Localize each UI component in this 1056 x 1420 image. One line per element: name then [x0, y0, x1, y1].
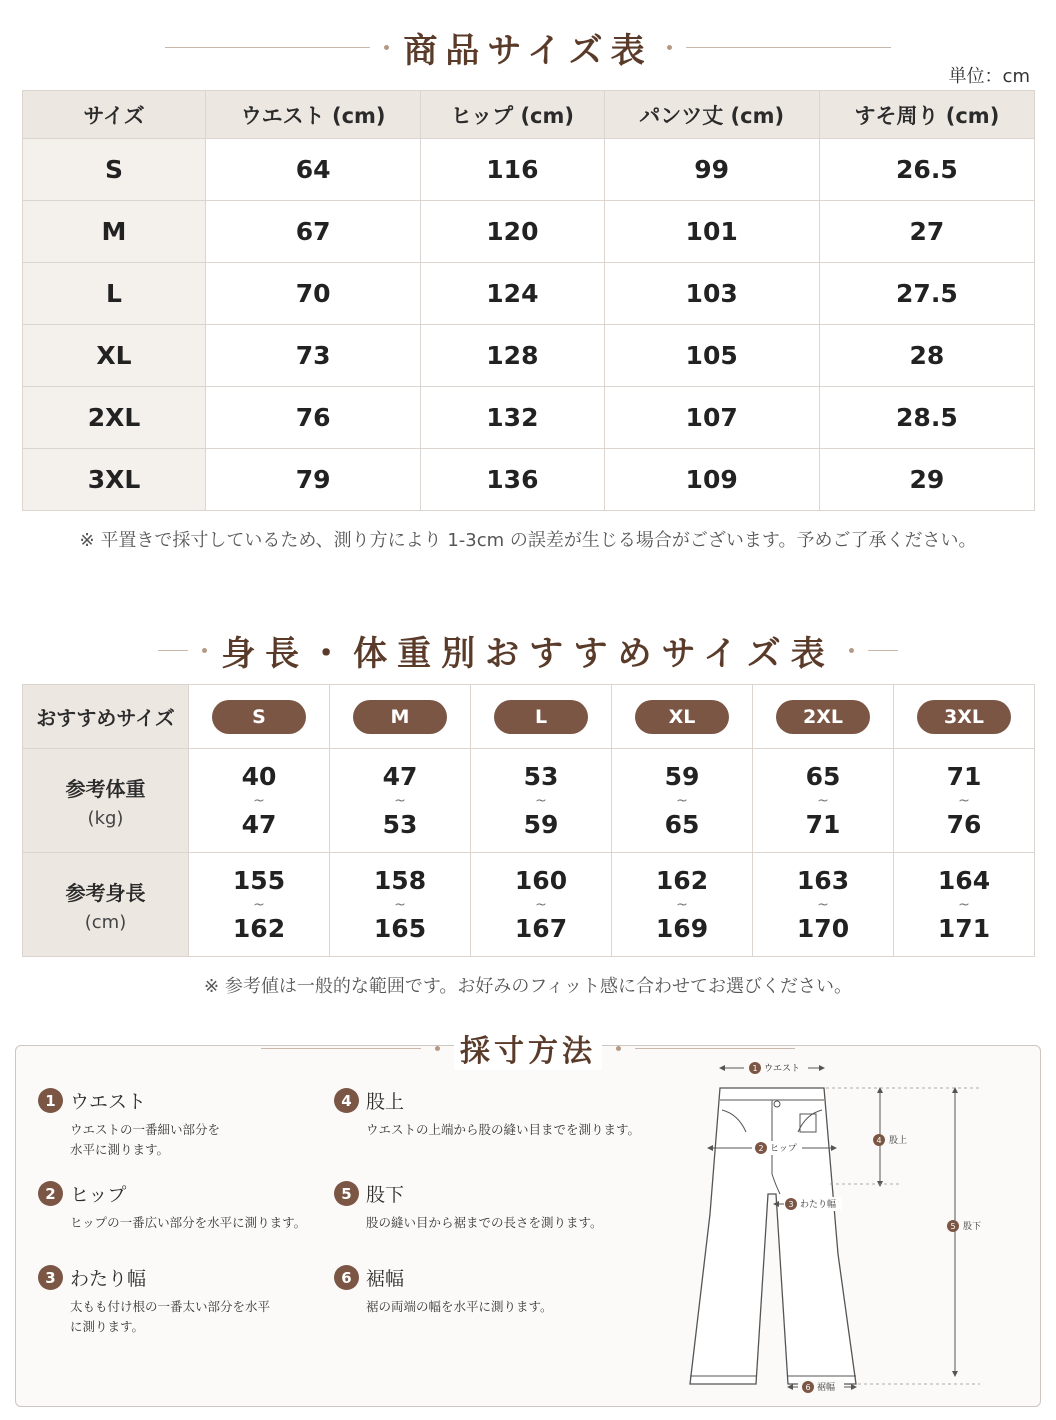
table-cell: 124 [421, 263, 604, 325]
measure-title: 採寸方法 [454, 1026, 602, 1070]
range-tilde: ~ [817, 792, 829, 809]
recommend-title-row [0, 624, 1056, 676]
measure-item-title: 裾幅 [366, 1268, 405, 1290]
table-cell [612, 749, 753, 853]
table-cell [471, 685, 612, 749]
label-num-5: 5 [950, 1222, 956, 1231]
title-dot [384, 45, 389, 50]
title-dot [849, 648, 854, 653]
table-cell: 26.5 [819, 139, 1034, 201]
pants-outline [690, 1088, 856, 1384]
measure-item-desc: 股の縫い目から裾までの長さを測ります。 [366, 1215, 603, 1230]
size-cell: S [23, 139, 206, 201]
unit-note: 単位：cm [948, 66, 1030, 87]
measure-item-desc: 裾の両端の幅を水平に測ります。 [366, 1299, 553, 1314]
label-num-2: 2 [758, 1144, 764, 1153]
size-badge: M [353, 700, 447, 734]
range-max: 71 [805, 809, 841, 839]
number-badge: 4 [334, 1088, 359, 1113]
column-header: パンツ丈 (cm) [604, 91, 819, 139]
inseam-label: 股下 [963, 1222, 982, 1232]
table-cell: 116 [421, 139, 604, 201]
number-badge: 6 [334, 1265, 359, 1290]
recommend-table [22, 684, 1035, 957]
size-badge: 2XL [776, 700, 870, 734]
range-min: 164 [937, 865, 991, 895]
range-tilde: ~ [676, 896, 688, 913]
number-badge: 1 [38, 1088, 63, 1113]
table-cell [894, 853, 1035, 957]
hip-label: ヒップ [770, 1144, 797, 1154]
table-cell [753, 749, 894, 853]
table-cell: 67 [206, 201, 421, 263]
range-min: 40 [241, 761, 277, 791]
table-cell [189, 685, 330, 749]
range-min: 160 [514, 865, 568, 895]
column-header: サイズ [23, 91, 206, 139]
table-cell: 76 [206, 387, 421, 449]
title-divider [165, 47, 370, 48]
range-max: 59 [523, 809, 559, 839]
table-cell [612, 685, 753, 749]
range-min: 158 [373, 865, 427, 895]
range-max: 171 [937, 913, 991, 943]
table-row [23, 325, 1035, 387]
range-max: 53 [382, 809, 418, 839]
range-max: 167 [514, 913, 568, 943]
measure-item-thigh [38, 1264, 270, 1337]
measure-item-title: 股上 [366, 1091, 405, 1113]
measure-item-desc: ウエストの一番細い部分を水平に測ります。 [70, 1122, 221, 1157]
range-tilde: ~ [535, 896, 547, 913]
table-cell [471, 853, 612, 957]
table-cell [330, 853, 471, 957]
height-label-cell [23, 853, 189, 957]
label-num-4: 4 [876, 1136, 882, 1145]
title-dot [435, 1046, 440, 1051]
weight-unit: (kg) [87, 807, 124, 829]
table-row [23, 201, 1035, 263]
table-cell: 136 [421, 449, 604, 511]
size-badge: S [212, 700, 306, 734]
table-cell: 101 [604, 201, 819, 263]
label-num-1: 1 [752, 1064, 758, 1073]
table-cell: 107 [604, 387, 819, 449]
size-badge: XL [635, 700, 729, 734]
title-dot [202, 648, 207, 653]
table-row [23, 685, 1035, 749]
number-badge: 2 [38, 1181, 63, 1206]
range-tilde: ~ [958, 792, 970, 809]
range-min: 59 [664, 761, 700, 791]
pants-diagram [680, 1054, 1020, 1399]
measure-item-inseam [334, 1180, 706, 1233]
range-max: 76 [946, 809, 982, 839]
range-max: 169 [655, 913, 709, 943]
title-divider [261, 1048, 421, 1049]
table-header-row [23, 91, 1035, 139]
size-cell: L [23, 263, 206, 325]
weight-label-cell [23, 749, 189, 853]
size-badge: L [494, 700, 588, 734]
title-divider [686, 47, 891, 48]
table-row [23, 387, 1035, 449]
range-max: 165 [373, 913, 427, 943]
number-badge: 3 [38, 1265, 63, 1290]
range-tilde: ~ [958, 896, 970, 913]
size-table [22, 90, 1035, 511]
column-header: ヒップ (cm) [421, 91, 604, 139]
size-chart-title: 商品サイズ表 [403, 30, 653, 71]
measure-item-title: わたり幅 [70, 1268, 147, 1290]
table-cell [894, 749, 1035, 853]
table-cell [753, 685, 894, 749]
size-cell: M [23, 201, 206, 263]
measure-item-title: 股下 [366, 1184, 405, 1206]
table-cell [330, 685, 471, 749]
height-label: 参考身長 [65, 880, 146, 905]
weight-label: 参考体重 [65, 776, 146, 801]
title-divider [868, 650, 898, 651]
label-num-6: 6 [805, 1383, 811, 1392]
table-cell [753, 853, 894, 957]
table-cell: 64 [206, 139, 421, 201]
waist-label: ウエスト [764, 1064, 801, 1074]
range-min: 53 [523, 761, 559, 791]
range-max: 162 [232, 913, 286, 943]
range-min: 71 [946, 761, 982, 791]
table-cell: 128 [421, 325, 604, 387]
size-cell: 3XL [23, 449, 206, 511]
measure-item-desc: ヒップの一番広い部分を水平に測ります。 [70, 1215, 307, 1230]
rise-label: 股上 [889, 1136, 908, 1146]
size-badge: 3XL [917, 700, 1011, 734]
hem-label: 裾幅 [817, 1383, 836, 1393]
table-cell: 120 [421, 201, 604, 263]
range-min: 163 [796, 865, 850, 895]
range-max: 47 [241, 809, 277, 839]
measure-item-waist [38, 1087, 230, 1160]
title-dot [616, 1046, 621, 1051]
range-min: 155 [232, 865, 286, 895]
range-tilde: ~ [253, 896, 265, 913]
measure-item-title: ヒップ [70, 1184, 127, 1206]
table-row [23, 139, 1035, 201]
recommend-title: 身長・体重別おすすめサイズ表 [221, 633, 835, 674]
measure-item-hem [334, 1264, 706, 1317]
range-min: 65 [805, 761, 841, 791]
title-divider [158, 650, 188, 651]
table-cell: 27.5 [819, 263, 1034, 325]
table-cell: 73 [206, 325, 421, 387]
title-dot [667, 45, 672, 50]
table-cell: 28 [819, 325, 1034, 387]
label-num-3: 3 [788, 1200, 794, 1209]
measure-title-row [0, 1026, 1056, 1070]
size-cell: 2XL [23, 387, 206, 449]
table-cell: 27 [819, 201, 1034, 263]
measure-item-desc: ウエストの上端から股の縫い目までを測ります。 [366, 1122, 641, 1137]
table-row [23, 749, 1035, 853]
column-header: ウエスト (cm) [206, 91, 421, 139]
range-tilde: ~ [676, 792, 688, 809]
range-max: 170 [796, 913, 850, 943]
table-cell: 105 [604, 325, 819, 387]
table-row [23, 853, 1035, 957]
column-header: すそ周り (cm) [819, 91, 1034, 139]
height-unit: (cm) [84, 911, 127, 933]
table-cell [471, 749, 612, 853]
table-cell [189, 749, 330, 853]
size-cell: XL [23, 325, 206, 387]
range-tilde: ~ [817, 896, 829, 913]
table-row [23, 449, 1035, 511]
range-tilde: ~ [253, 792, 265, 809]
recommend-size-label: おすすめサイズ [23, 685, 189, 749]
table-cell: 99 [604, 139, 819, 201]
table-cell: 79 [206, 449, 421, 511]
table-cell: 109 [604, 449, 819, 511]
table-cell [189, 853, 330, 957]
measure-item-desc: 太もも付け根の一番太い部分を水平に測ります。 [70, 1299, 271, 1334]
title-divider [635, 1048, 795, 1049]
table-cell [612, 853, 753, 957]
range-min: 47 [382, 761, 418, 791]
table-cell: 29 [819, 449, 1034, 511]
table-cell: 28.5 [819, 387, 1034, 449]
reference-note: ※ 参考値は一般的な範囲です。お好みのフィット感に合わせてお選びください。 [204, 976, 852, 997]
measure-item-title: ウエスト [70, 1091, 147, 1113]
range-tilde: ~ [394, 792, 406, 809]
table-cell [894, 685, 1035, 749]
table-row [23, 263, 1035, 325]
size-chart-title-row [0, 22, 1056, 72]
table-cell: 70 [206, 263, 421, 325]
table-cell [330, 749, 471, 853]
measure-item-rise [334, 1087, 706, 1140]
range-tilde: ~ [535, 792, 547, 809]
thigh-label: わたり幅 [800, 1200, 837, 1210]
number-badge: 5 [334, 1181, 359, 1206]
measurement-note: ※ 平置きで採寸しているため、測り方により 1-3cm の誤差が生じる場合がございます。予めご了承ください。 [79, 530, 977, 551]
range-tilde: ~ [394, 896, 406, 913]
range-max: 65 [664, 809, 700, 839]
range-min: 162 [655, 865, 709, 895]
table-cell: 132 [421, 387, 604, 449]
table-cell: 103 [604, 263, 819, 325]
